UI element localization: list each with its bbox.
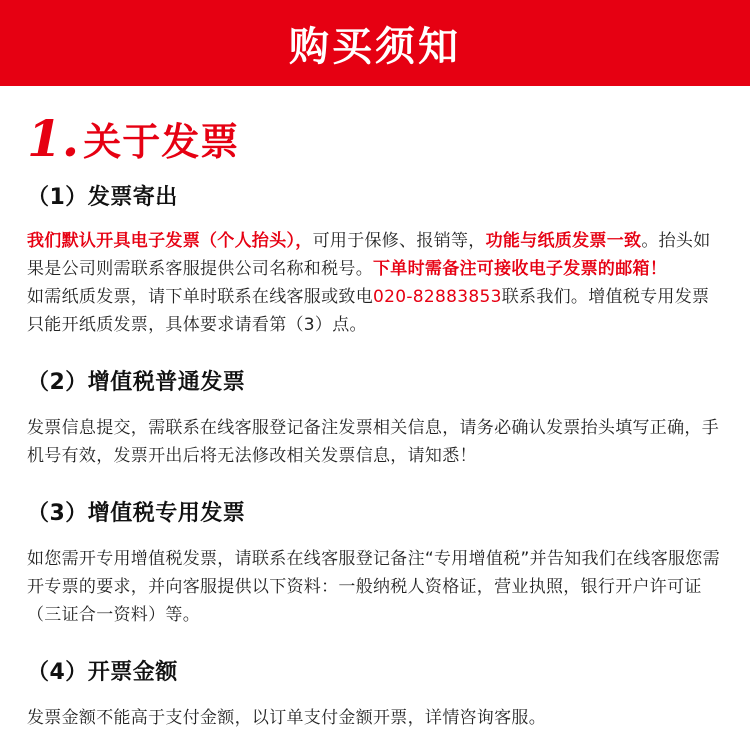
item-invoice-delivery bbox=[27, 180, 723, 339]
item-paragraph: 如您需开专用增值税发票，请联系在线客服登记备注“专用增值税”并告知我们在线客服您需开专票的要求，并向客服提供以下资料：一般纳税人资格证，营业执照，银行开户许可证（三证合一资料）等。 bbox=[27, 549, 720, 625]
body-text: 可用于保修、报销等， bbox=[312, 231, 486, 251]
item-vat-general bbox=[27, 365, 723, 470]
body-text: 。抬头如果是公司则需联系客服提供公司名称和税号。 bbox=[27, 231, 711, 279]
item-paragraph bbox=[27, 283, 723, 339]
highlight-text: 下单时需备注可接收电子发票的邮箱！ bbox=[373, 259, 668, 279]
highlight-text: 我们默认开具电子发票（个人抬头）， bbox=[27, 231, 313, 251]
item-heading: （2）增值税普通发票 bbox=[27, 370, 246, 395]
item-heading: （4）开票金额 bbox=[27, 660, 178, 685]
body-text: 如需纸质发票，请下单时联系在线客服或致电 bbox=[27, 287, 373, 307]
phone-number: 020-82883853 bbox=[373, 287, 502, 307]
page-title: 购买须知 bbox=[289, 23, 461, 70]
item-paragraph: 发票信息提交，需联系在线客服登记备注发票相关信息，请务必确认发票抬头填写正确，手机号有效，发票开出后将无法修改相关发票信息，请知悉！ bbox=[27, 418, 719, 466]
notice-content bbox=[0, 110, 750, 732]
item-heading: （3）增值税专用发票 bbox=[27, 501, 246, 526]
item-heading: （1）发票寄出 bbox=[27, 185, 178, 210]
section-heading bbox=[27, 110, 723, 166]
item-paragraph: 发票金额不能高于支付金额，以订单支付金额开票，详情咨询客服。 bbox=[27, 708, 546, 728]
section-number: 1. bbox=[27, 108, 80, 168]
highlight-text: 功能与纸质发票一致 bbox=[485, 231, 642, 251]
item-invoice-amount bbox=[27, 655, 723, 732]
item-paragraph bbox=[27, 227, 723, 283]
section-title: 关于发票 bbox=[83, 119, 240, 164]
header-banner bbox=[0, 0, 750, 86]
body-text: 联系我们。增值税专用发票只能开纸质发票，具体要求请看第（3）点。 bbox=[27, 287, 710, 335]
item-vat-special bbox=[27, 496, 723, 629]
